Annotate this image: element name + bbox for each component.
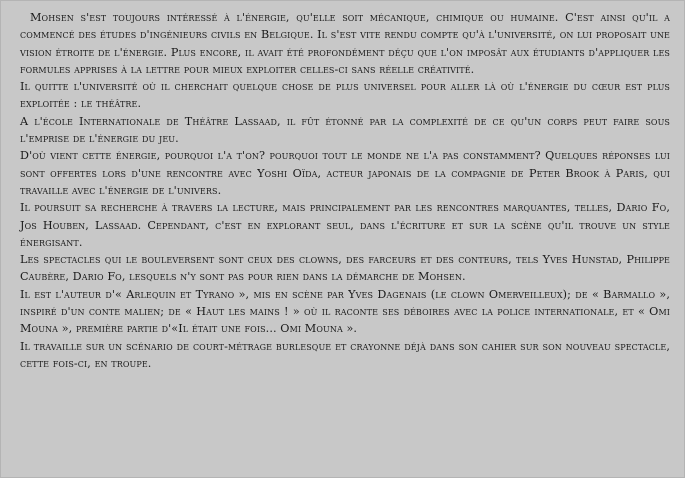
biography-text	[20, 9, 670, 372]
bio-paragraph-current-project: Il travaille sur un scénario de court-métrage burlesque et crayonne déjà dans son cahier sur son nouveau spectacle, cette fois-ci, en troupe.	[20, 339, 670, 370]
bio-paragraph-energy: Mohsen s'est toujours intéressé à l'énergie, qu'elle soit mécanique, chimique ou humaine. C'est ainsi qu'il a commencé des études d'ingénieurs civils en Belgique. Il s'est vite rendu compte qu'à l'université, on lui proposait une vision étroite de l'énergie. Plus encore, il avait été profondément déçu que l'on imposât aux étudiants d'appliquer les formules apprises à la lettre pour mieux exploiter celles-ci sans réelle créativité.	[20, 11, 670, 76]
bio-paragraph-yoshi-oida: D'où vient cette énergie, pourquoi l'a t'on? pourquoi tout le monde ne l'a pas constamment? Quelques réponses lui sont offertes lors d'une rencontre avec Yoshi Oïda, acteur japonais de la compagnie de Peter Brook à Paris, qui travaille avec l'énergie de l'univers.	[20, 149, 670, 197]
bio-paragraph-lassaad-school: A l'école Internationale de Théâtre Lassaad, il fût étonné par la complexité de ce qu'un corps peut faire sous l'emprise de l'énergie du jeu.	[20, 114, 670, 146]
bio-paragraph-influences: Les spectacles qui le bouleversent sont ceux des clowns, des farceurs et des conteurs, tels Yves Hunstad, Philippe Caubère, Dario Fo, lesquels n'y sont pas pour rien dans la démarche de Mohsen.	[20, 253, 670, 284]
bio-paragraph-research: Il poursuit sa recherche à travers la lecture, mais principalement par les rencontres marquantes, telles, Dario Fo, Jos Houben, Lassaad. Cependant, c'est en explorant seul, dans l'écriture et sur la scène qu'il trouve un style énergisant.	[20, 201, 670, 249]
bio-paragraph-works: Il est l'auteur d'« Arlequin et Tyrano », mis en scène par Yves Dagenais (le clown Omerveilleux); de « Barmallo », inspiré d'un conte malien; de « Haut les mains ! » où il raconte ses déboires avec la police internationale, et « Omi Mouna », première partie d'«Il était une fois... Omi Mouna ».	[20, 287, 670, 336]
bio-paragraph-university: Il quitte l'université où il cherchait quelque chose de plus universel pour aller là où l'énergie du cœur est plus exploitée : le théâtre.	[20, 80, 670, 111]
